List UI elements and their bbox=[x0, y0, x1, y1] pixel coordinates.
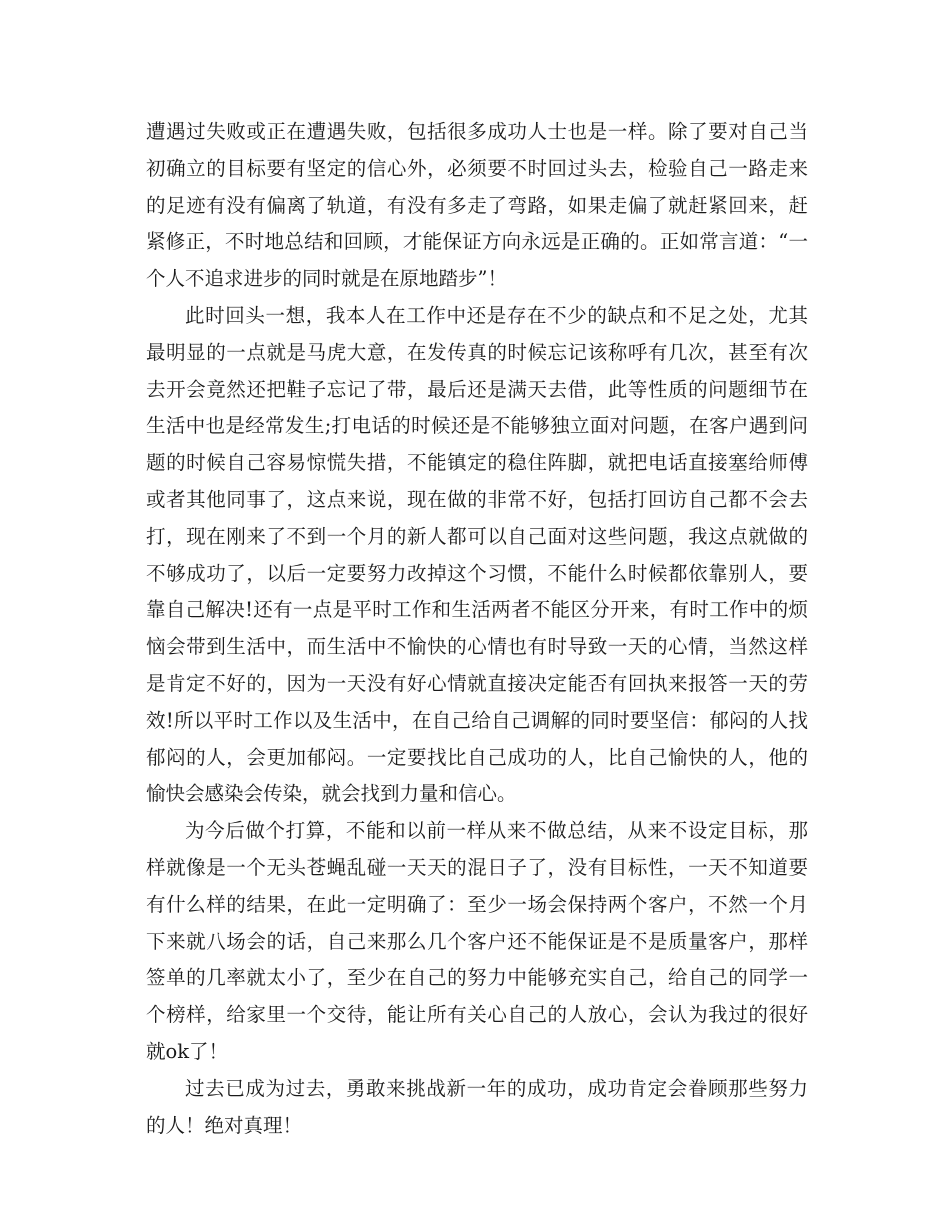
document-body bbox=[146, 114, 808, 1144]
paragraph-self-reflection: 此时回头一想，我本人在工作中还是存在不少的缺点和不足之处，尤其最明显的一点就是马虎大意，在发传真的时候忘记该称呼有几次，甚至有次去开会竟然还把鞋子忘记了带，最后还是满天去借，此等性质的问题细节在生活中也是经常发生;打电话的时候还是不能够独立面对问题，在客户遇到问题的时候自己容易惊慌失措，不能镇定的稳住阵脚，就把电话直接塞给师傅或者其他同事了，这点来说，现在做的非常不好，包括打回访自己都不会去打，现在刚来了不到一个月的新人都可以自己面对这些问题，我这点就做的不够成功了，以后一定要努力改掉这个习惯，不能什么时候都依靠别人，要靠自己解决!还有一点是平时工作和生活两者不能区分开来，有时工作中的烦恼会带到生活中，而生活中不愉快的心情也有时导致一天的心情，当然这样是肯定不好的，因为一天没有好心情就直接决定能否有回执来报答一天的劳效!所以平时工作以及生活中，在自己给自己调解的同时要坚信：郁闷的人找郁闷的人，会更加郁闷。一定要找比自己成功的人，比自己愉快的人，他的愉快会感染会传染，就会找到力量和信心。 bbox=[146, 303, 808, 806]
paragraph-conclusion: 过去已成为过去，勇敢来挑战新一年的成功，成功肯定会眷顾那些努力的人！绝对真理！ bbox=[146, 1076, 808, 1137]
paragraph-future-plan: 为今后做个打算，不能和以前一样从来不做总结，从来不设定目标，那样就像是一个无头苍蝇乱碰一天天的混日子了，没有目标性，一天不知道要有什么样的结果，在此一定明确了：至少一场会保持两个客户，不然一个月下来就八场会的话，自己来那么几个客户还不能保证是不是质量客户，那样签单的几率就太小了，至少在自己的努力中能够充实自己，给自己的同学一个榜样，给家里一个交待，能让所有关心自己的人放心，会认为我过的很好就ok了！ bbox=[146, 819, 808, 1063]
paragraph-continuation: 遭遇过失败或正在遭遇失败，包括很多成功人士也是一样。除了要对自己当初确立的目标要有坚定的信心外，必须要不时回过头去，检验自己一路走来的足迹有没有偏离了轨道，有没有多走了弯路，如果走偏了就赶紧回来，赶紧修正，不时地总结和回顾，才能保证方向永远是正确的。正如常言道：“一个人不追求进步的同时就是在原地踏步”！ bbox=[146, 120, 808, 291]
